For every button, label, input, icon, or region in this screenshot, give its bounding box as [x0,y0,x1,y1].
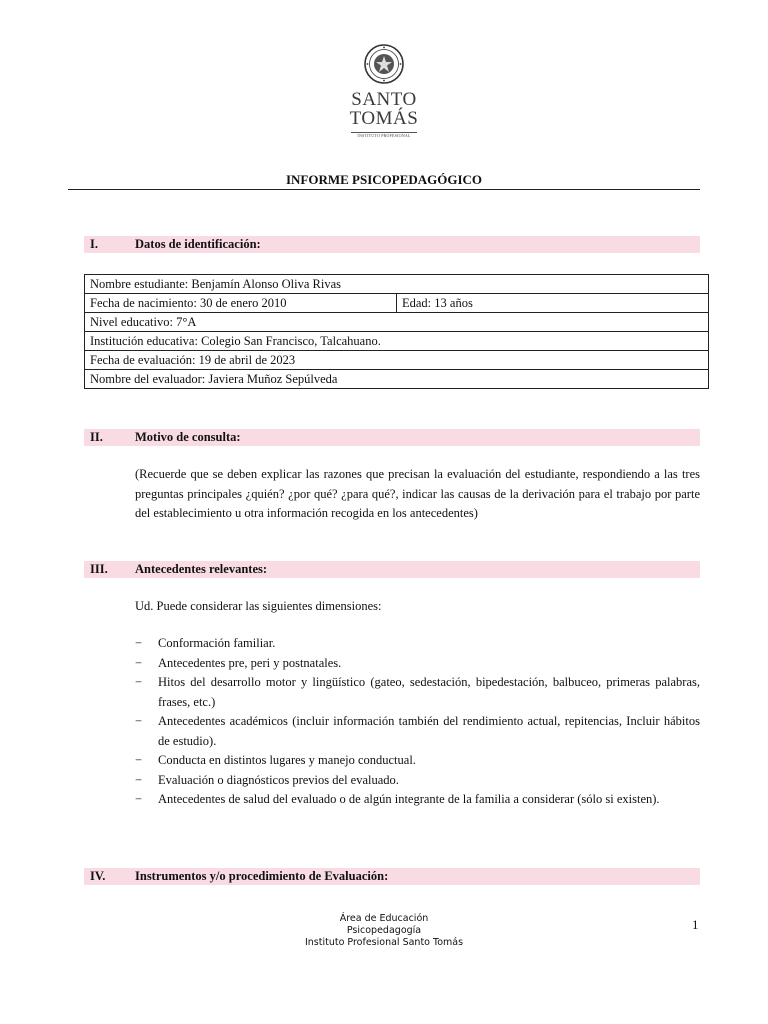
dash-bullet: − [135,675,143,689]
list-item [135,771,700,791]
section-number: I. [90,237,98,251]
list-item-text: Conformación familiar. [158,636,276,650]
section-label: Datos de identificación: [135,237,261,251]
list-item-text: Evaluación o diagnósticos previos del evaluado. [158,772,399,787]
background-dimensions-list [135,634,700,810]
list-item [135,790,700,810]
table-row [85,313,709,332]
document-title: INFORME PSICOPEDAGÓGICO [285,172,483,187]
list-item [135,673,700,712]
page-number: 1 [692,917,699,932]
dash-bullet: − [135,714,143,728]
logo-wordmark-line2: TOMÁS [349,108,419,129]
list-item-text: Antecedentes de salud del evaluado o de algún integrante de la familia a considerar (sólo si existen). [158,792,660,806]
level-cell: Nivel educativo: 7°A [85,313,709,332]
dash-bullet: − [135,772,143,787]
section-label: Motivo de consulta: [135,430,241,444]
list-item-text: Conducta en distintos lugares y manejo conductual. [158,753,416,767]
footer-area: Área de Educación [339,913,429,924]
section-number: IV. [90,869,106,883]
background-intro: Ud. Puede considerar las siguientes dimensiones: [135,599,382,613]
table-row [85,370,709,389]
table-row [85,294,709,313]
list-item [135,751,700,771]
list-item-text: Antecedentes pre, peri y postnatales. [158,655,342,670]
section-header-instruments [84,868,700,885]
logo-wordmark-line1: SANTO [351,89,417,110]
list-item-text: Hitos del desarrollo motor y lingüístico (gateo, sedestación, bipedestación, balbuceo, primeras palabras, frases, etc.) [158,675,700,709]
section-label: Antecedentes relevantes: [135,562,268,576]
table-row [85,332,709,351]
section-number: III. [90,562,108,576]
dash-bullet: − [135,636,143,650]
dash-bullet: − [135,753,143,767]
footer-program: Psicopedagogía [346,925,422,936]
section-header-background [84,561,700,578]
identification-table [84,274,709,389]
consultation-instructions: (Recuerde que se deben explicar las razones que precisan la evaluación del estudiante, respondiendo a las tres preguntas principales ¿quién? ¿por qué? ¿para qué?, indicar las causas de la derivación para el trabajo por parte del establecimiento u otra información recogida en los antecedentes) [135,467,700,520]
list-item [135,712,700,751]
list-item [135,654,700,674]
section-header-identification [84,236,700,253]
page-footer [234,913,534,949]
list-item [135,634,700,654]
table-row [85,351,709,370]
student-name-cell: Nombre estudiante: Benjamín Alonso Oliva Rivas [85,275,709,294]
dash-bullet: − [135,792,143,806]
section-header-consultation [84,429,700,446]
birth-date-cell: Fecha de nacimiento: 30 de enero 2010 [85,294,397,313]
title-divider [68,189,700,190]
footer-institution: Instituto Profesional Santo Tomás [304,937,464,948]
table-row [85,275,709,294]
institution-seal-icon [364,44,404,84]
institution-cell: Institución educativa: Colegio San Francisco, Talcahuano. [85,332,709,351]
evaluator-cell: Nombre del evaluador: Javiera Muñoz Sepúlveda [85,370,709,389]
list-item-text: Antecedentes académicos (incluir información también del rendimiento actual, repitencias, Incluir hábitos de estudio). [158,714,700,748]
dash-bullet: − [135,655,143,670]
evaluation-date-cell: Fecha de evaluación: 19 de abril de 2023 [85,351,709,370]
section-label: Instrumentos y/o procedimiento de Evaluación: [135,869,389,883]
logo-subtitle: INSTITUTO PROFESIONAL [351,132,417,139]
santo-tomas-logo [344,44,424,139]
age-cell: Edad: 13 años [397,294,709,313]
section-number: II. [90,430,103,444]
